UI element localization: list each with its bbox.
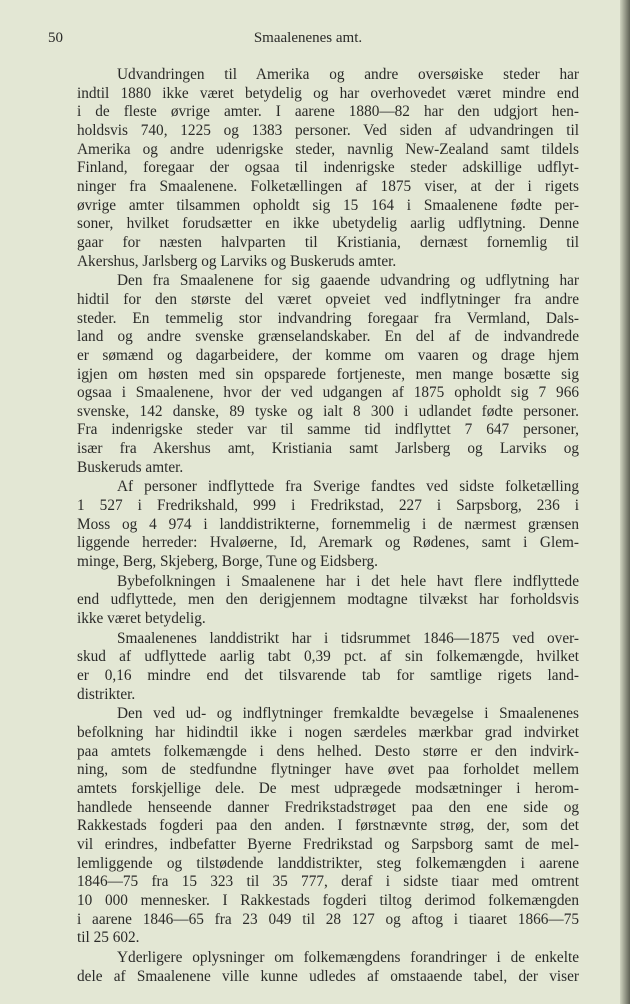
paragraph — [77, 66, 579, 271]
text-line: er 0,16 mindre end det tilsvarende tab for samtlige rigets land- — [77, 667, 579, 684]
text-line: i aarene 1846—65 fra 23 049 til 28 127 og aftog i tiaaret 1866—75 — [77, 910, 579, 928]
text-line: soner, hvilket forudsætter en ikke ubetydelig aarlig udflytning. Denne — [77, 215, 579, 233]
text-line: holdsvis 740, 1225 og 1383 personer. Ved siden af udvandringen til — [77, 121, 579, 139]
page-number: 50 — [48, 30, 63, 46]
paragraph — [77, 630, 579, 705]
text-line: Smaalenenes landdistrikt har i tidsrummet 1846—1875 ved over- — [117, 629, 579, 647]
text-line: øvrige amter tilsammen opholdt sig 15 164 i Smaalenene fødte per- — [77, 196, 579, 214]
text-line: Buskeruds amter. — [77, 458, 184, 476]
text-line: Bybefolkningen i Smaalenene har i det hele havt flere indflyttede — [117, 572, 579, 590]
text-line: Den ved ud- og indflytninger fremkaldte bevægelse i Smaalenenes — [117, 705, 579, 723]
text-line: Den fra Smaalenene for sig gaaende udvandring og udflytning har — [117, 272, 579, 290]
text-line: hidtil for den største del været opveiet ved indflytninger fra andre — [77, 290, 579, 308]
paragraph — [77, 949, 579, 986]
text-line: 1 527 i Fredrikshald, 999 i Fredrikstad, 227 i Sarpsborg, 236 i — [77, 497, 579, 515]
text-line: vil erindres, indbefatter Byerne Fredrikstad og Sarpsborg samt de mel- — [77, 835, 579, 853]
text-line: 10 000 mennesker. I Rakkestads fogderi tiltog derimod folkemængden — [77, 891, 579, 909]
text-line: 1846—75 fra 15 323 til 35 777, deraf i sidste tiaar med omtrent — [77, 873, 579, 891]
text-line: dele af Smaalenene ville kunne udledes af omstaaende tabel, der viser — [77, 967, 579, 985]
text-line: Akershus, Jarlsberg og Larviks og Buskeruds amter. — [77, 252, 397, 270]
text-line: indtil 1880 ikke været betydelig og har overhovedet været mindre end — [77, 84, 579, 102]
text-line: steder. En temmelig stor indvandring foregaar fra Vermland, Dals- — [77, 309, 579, 327]
text-line: land og andre svenske grænselandskaber. En del af de indvandrede — [77, 328, 579, 346]
text-line: Af personer indflyttede fra Sverige fandtes ved sidste folketælling — [117, 478, 579, 496]
text-line: Rakkestads fogderi paa den anden. I førstnævnte strøg, der, som det — [77, 817, 579, 835]
text-line: gaar for næsten halvparten til Kristiania, dernæst fornemlig til — [77, 233, 579, 251]
paragraph — [77, 705, 579, 948]
text-line: skud af udflyttede aarlig tabt 0,39 pct. af sin folkemængde, hvilket — [77, 648, 579, 666]
running-title: Smaalenenes amt. — [253, 30, 363, 46]
text-line: liggende herreder: Hvaløerne, Id, Aremark og Rødenes, samt i Glem- — [77, 534, 579, 552]
text-line: minge, Berg, Skjeberg, Borge, Tune og Eidsberg. — [77, 553, 378, 571]
text-line: Amerika og andre udenrigske steder, navnlig New-Zealand samt tildels — [77, 140, 579, 158]
text-line: ning, som de stedfundne flytninger have øvet paa forholdet mellem — [77, 761, 579, 779]
text-line: befolkning har hidindtil ikke i nogen særdeles mærkbar grad indvirket — [77, 723, 579, 741]
text-line: til 25 602. — [77, 929, 140, 947]
text-line: Finland, foregaar der ogsaa til indenrigske steder adskillige udflyt- — [77, 159, 579, 177]
text-line: igjen om høsten med sin opsparede fortjeneste, men mange bosætte sig — [77, 365, 579, 383]
text-line: end udflyttede, men den derigjennem modtagne tilvækst har forholdsvis — [77, 591, 579, 609]
text-line: ninger fra Smaalenene. Folketællingen af 1875 viser, at der i rigets — [77, 177, 579, 195]
text-line: ogsaa i Smaalenene, hvor der ved udgangen af 1875 opholdt sig 7 966 — [77, 384, 579, 402]
text-line: Udvandringen til Amerika og andre oversøiske steder har — [117, 66, 579, 83]
text-line: lemliggende og tilstødende landdistrikter, steg folkemængden i aarene — [77, 854, 579, 872]
paragraph — [77, 573, 579, 629]
text-line: amtets forskjellige dele. De mest udprægede modsætninger i herom- — [77, 779, 579, 797]
text-line: ikke været betydelig. — [77, 610, 206, 628]
page-header — [48, 30, 568, 50]
text-line: handlede henseende danner Fredrikstadstrøget paa den ene side og — [77, 798, 579, 816]
text-line: paa amtets folkemængde i dens helhed. Desto større er den indvirk- — [77, 742, 579, 760]
text-line: Fra indenrigske steder var til samme tid indflyttet 7 647 personer, — [77, 421, 579, 439]
text-line: er sømænd og dagarbeidere, der komme om vaaren og drage hjem — [77, 346, 579, 364]
paragraph — [77, 272, 579, 477]
paragraph — [77, 478, 579, 571]
text-line: i de fleste øvrige amter. I aarene 1880—82 har den udgjort hen- — [77, 103, 579, 121]
text-line: Moss og 4 974 i landdistrikterne, fornemmelig i de nærmest grænsen — [77, 515, 579, 533]
page-edge — [620, 0, 630, 1004]
text-line: Yderligere oplysninger om folkemængdens forandringer i de enkelte — [117, 948, 579, 966]
text-line: især fra Akershus amt, Kristiania samt Jarlsberg og Larviks og — [77, 440, 579, 458]
body-text — [77, 66, 579, 987]
text-line: distrikter. — [77, 685, 136, 703]
text-line: svenske, 142 danske, 89 tyske og ialt 8 300 i udlandet fødte personer. — [77, 402, 579, 420]
